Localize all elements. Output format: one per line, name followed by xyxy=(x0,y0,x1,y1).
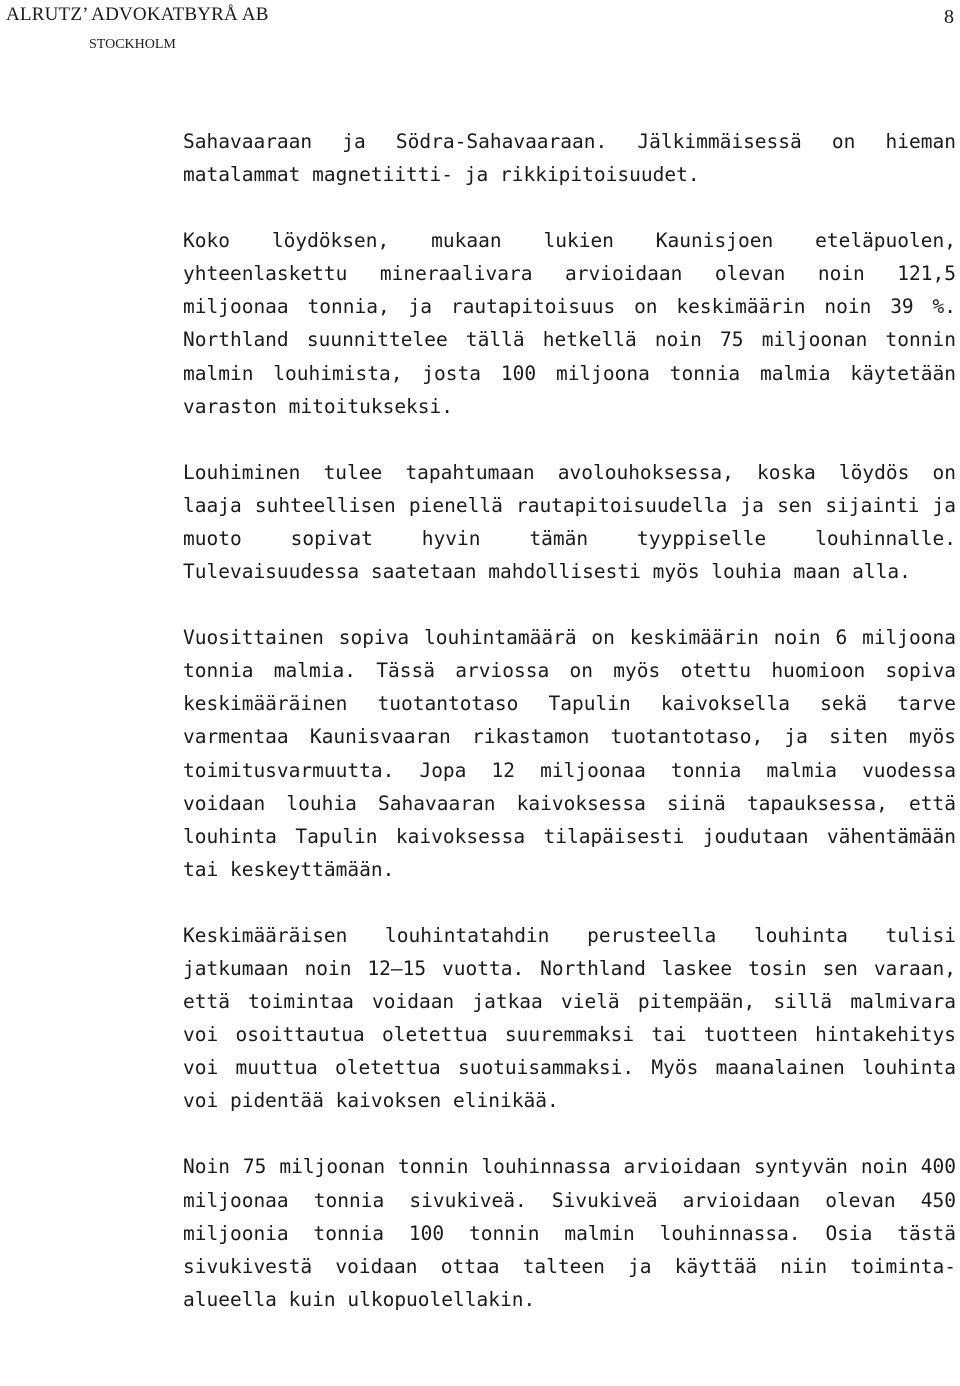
paragraph-4: Vuosittainen sopiva louhintamäärä on keskimäärin noin 6 miljoona tonnia malmia. Tässä arviossa on myös otettu huomioon sopiva keskimääräinen tuotantotaso Tapulin kaivoksella sekä tarve varmentaa Kaunisvaaran rikastamon tuotantotaso, ja siten myös toimitusvarmuutta. Jopa 12 miljoonaa tonnia malmia vuodessa voidaan louhia Sahavaaran kaivoksessa siinä tapauksessa, että louhinta Tapulin kaivoksessa tilapäisesti joudutaan vähentämään tai keskeyttämään. xyxy=(183,626,956,881)
paragraph-3: Louhiminen tulee tapahtumaan avolouhoksessa, koska löydös on laaja suhteellisen pienellä rautapitoisuudella ja sen sijainti ja muoto sopivat hyvin tämän tyyppiselle louhinnalle. Tulevaisuudessa saatetaan mahdollisesti myös louhia maan alla. xyxy=(183,460,956,584)
paragraph-2: Koko löydöksen, mukaan lukien Kaunisjoen eteläpuolen, yhteenlaskettu mineraalivara arvioidaan olevan noin 121,5 miljoonaa tonnia, ja rautapitoisuus on keskimäärin noin 39 %. Northland suunnittelee tällä hetkellä noin 75 miljoonan tonnin malmin louhimista, josta 100 miljoona tonnia malmia käytetään varaston mitoitukseksi. xyxy=(183,229,956,418)
page-number: 8 xyxy=(944,6,954,28)
document-body xyxy=(183,125,956,1316)
paragraph-5: Keskimääräisen louhintatahdin perusteella louhinta tulisi jatkumaan noin 12–15 vuotta. Northland laskee tosin sen varaan, että toimintaa voidaan jatkaa vielä pitempään, sillä malmivara voi osoittautua oletettua suuremmaksi tai tuotteen hintakehitys voi muuttua oletettua suotuisammaksi. Myös maanalainen louhinta voi pidentää kaivoksen elinikää. xyxy=(183,923,956,1113)
firm-name: ALRUTZ’ ADVOKATBYRÅ AB xyxy=(6,4,269,25)
firm-city: STOCKHOLM xyxy=(89,37,176,52)
paragraph-6: Noin 75 miljoonan tonnin louhinnassa arvioidaan syntyvän noin 400 miljoonaa tonnia sivukiveä. Sivukiveä arvioidaan olevan 450 miljoonia tonnia 100 tonnin malmin louhinnassa. Osia tästä sivukivestä voidaan ottaa talteen ja käyttää niin toiminta-alueella kuin ulkopuolellakin. xyxy=(183,1155,956,1311)
paragraph-1: Sahavaaraan ja Södra-Sahavaaraan. Jälkimmäisessä on hieman matalammat magnetiitti- ja rikkipitoisuudet. xyxy=(183,130,956,187)
